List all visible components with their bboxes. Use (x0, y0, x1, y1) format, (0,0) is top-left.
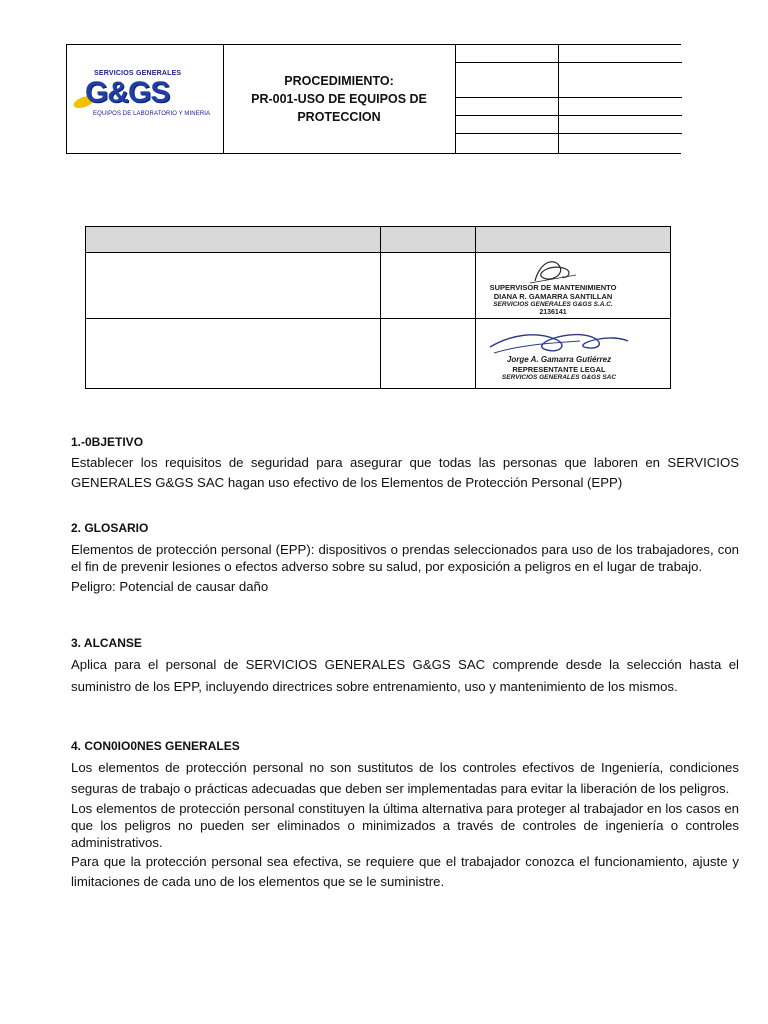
condiciones-paragraph-2: Los elementos de protección personal constituyen la última alternativa para proteger al trabajador en los casos en que los peligros no pueden ser eliminados o minimizados a través de controles de ingeniería o controles administrativos. (71, 801, 739, 850)
stamp-name: Jorge A. Gamarra Gutiérrez (506, 355, 612, 364)
grid-row-line (455, 133, 682, 134)
stamp-company: SERVICIOS GENERALES G&GS S.A.C. (493, 301, 613, 308)
procedure-title (223, 45, 456, 153)
table-column-divider (475, 227, 476, 388)
section-title-alcanse: 3. ALCANSE (71, 636, 142, 650)
glosario-epp-definition: Elementos de protección personal (EPP): dispositivos o prendas seleccionados para uso de los trabajadores, con el fin de prevenir lesiones o efectos adverso sobre su salud, por exposición a peligros en el lugar de trabajo. (71, 542, 739, 574)
approval-table-header (86, 227, 670, 253)
stamp-role: REPRESENTANTE LEGAL (512, 365, 606, 374)
document-header-table (66, 44, 681, 154)
procedure-title-line1: PROCEDIMIENTO: (284, 74, 394, 88)
section-title-condiciones: 4. CON0IO0NES GENERALES (71, 739, 240, 753)
company-logo (67, 45, 224, 153)
logo-bottom-text: EQUIPOS DE LABORATORIO Y MINERIA (93, 111, 211, 117)
section-body-alcanse: Aplica para el personal de SERVICIOS GENERALES G&GS SAC comprende desde la selección hasta el suministro de los EPP, incluyendo directrices sobre entrenamiento, uso y mantenimiento de los mismos. (71, 657, 739, 694)
section-body-glosario (71, 541, 739, 595)
stamp-id: 2136141 (539, 309, 567, 316)
logo-brand-text: G&GS (85, 76, 170, 109)
section-body-condiciones (71, 757, 739, 892)
procedure-title-line2: PR-001-USO DE EQUIPOS DE (251, 92, 427, 106)
grid-row-line (455, 115, 682, 116)
table-column-divider (380, 227, 381, 388)
procedure-title-line3: PROTECCION (297, 110, 381, 124)
condiciones-paragraph-1: Los elementos de protección personal no son sustitutos de los controles efectivos de Ingeniería, condiciones seguras de trabajo o prácticas adecuadas que deben ser implementadas para evitar la liberación de los peligros. (71, 760, 739, 796)
condiciones-paragraph-3: Para que la protección personal sea efectiva, se requiere que el trabajador conozca el funcionamiento, ajuste y limitaciones de cada uno de los elementos que se le suministre. (71, 854, 739, 889)
section-title-objetivo: 1.-0BJETIVO (71, 435, 144, 449)
grid-row-line (455, 97, 682, 98)
glosario-peligro-definition: Peligro: Potencial de causar daño (71, 579, 269, 594)
stamp-role: SUPERVISOR DE MANTENIMIENTO (489, 283, 617, 292)
document-control-grid (455, 45, 682, 153)
section-body-objetivo: Establecer los requisitos de seguridad para asegurar que todas las personas que laboren en SERVICIOS GENERALES G&GS SAC hagan uso efectivo de los Elementos de Protección Personal (EPP) (71, 455, 739, 490)
grid-row-line (455, 62, 682, 63)
signature-stamp-supervisor (480, 253, 626, 314)
approval-table (85, 226, 671, 389)
section-title-glosario: 2. GLOSARIO (71, 521, 149, 535)
stamp-name: DIANA R. GAMARRA SANTILLAN (493, 292, 613, 301)
signature-stamp-legal-rep (480, 321, 638, 385)
table-row-divider (86, 318, 670, 319)
logo-top-text: SERVICIOS GENERALES (94, 70, 182, 77)
stamp-company: SERVICIOS GENERALES G&GS SAC (501, 374, 617, 381)
